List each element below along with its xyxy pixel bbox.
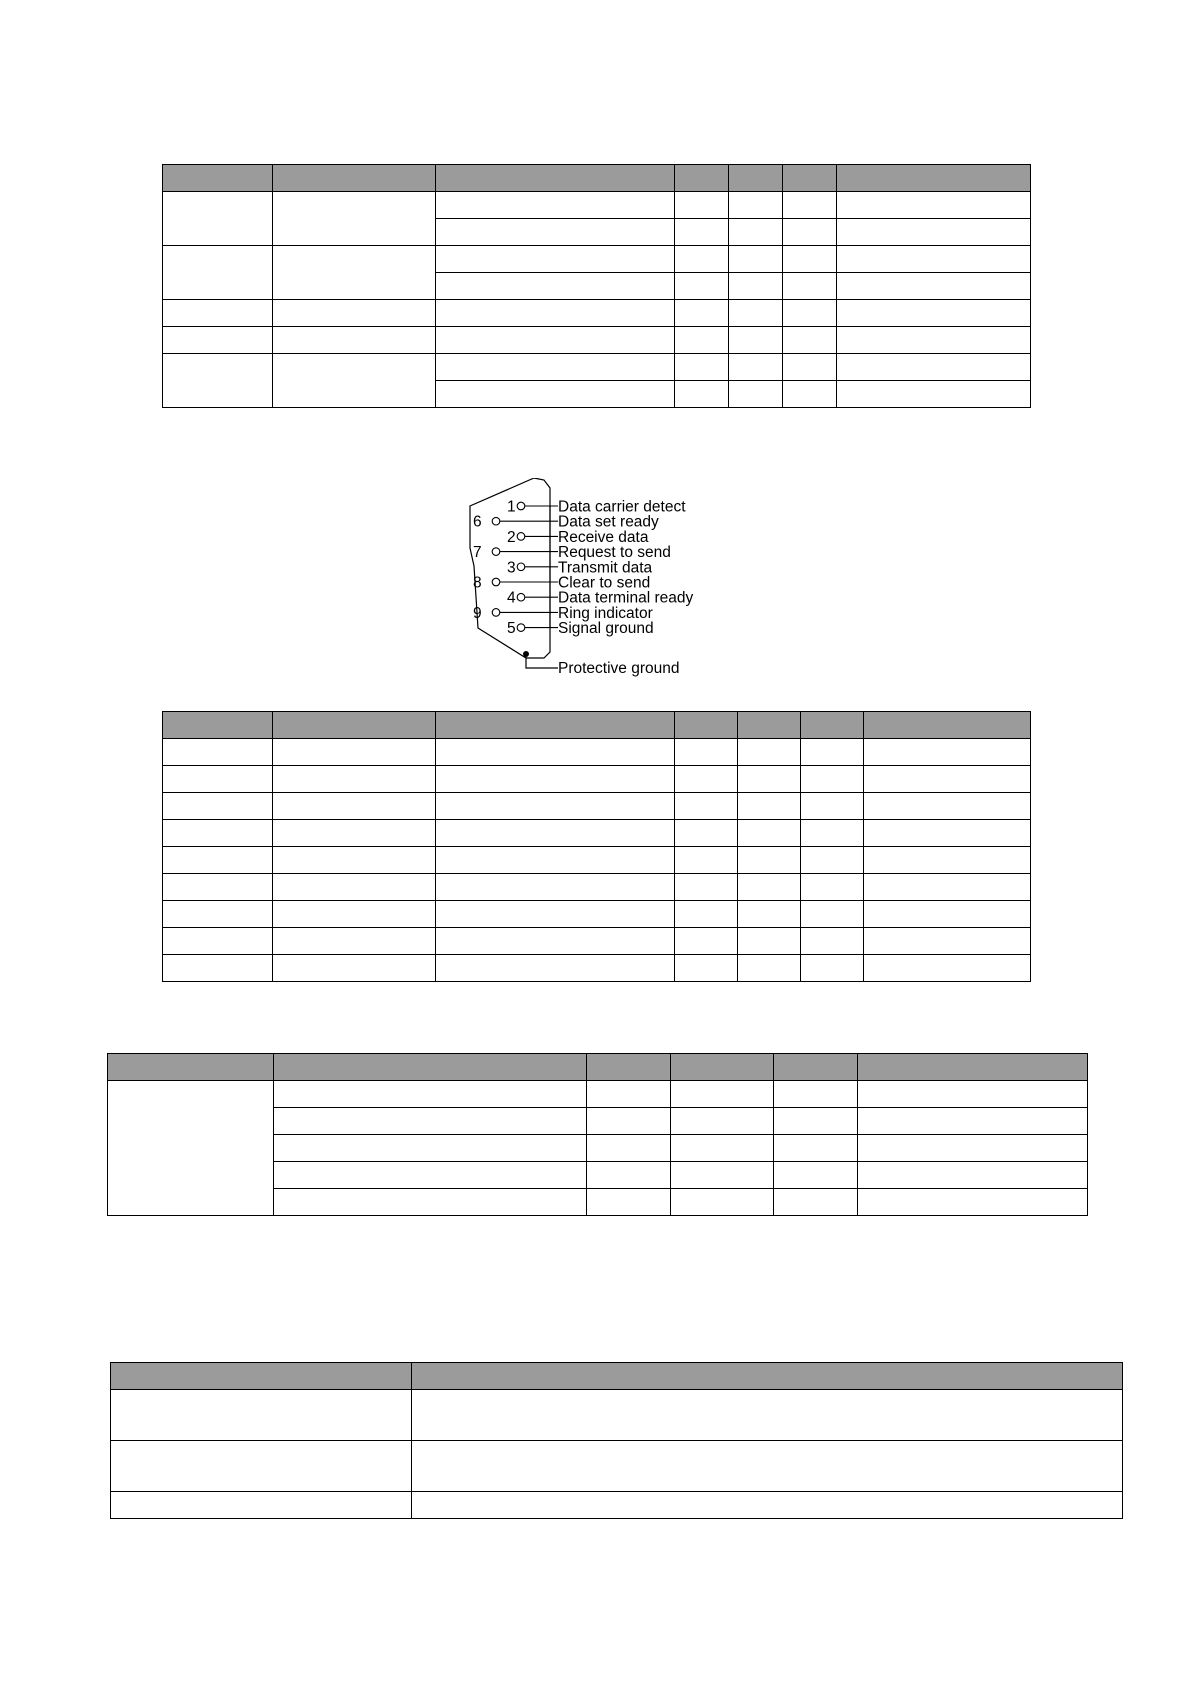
table-row <box>111 1390 1123 1441</box>
pin-number: 7 <box>473 544 482 562</box>
pin-hole <box>517 624 525 632</box>
pin-number: 1 <box>507 498 516 516</box>
table-row <box>163 901 1031 928</box>
table-row <box>163 739 1031 766</box>
table-header-row <box>111 1363 1123 1390</box>
table-row <box>163 766 1031 793</box>
pin-number: 5 <box>507 620 516 638</box>
pin-number: 9 <box>473 604 482 622</box>
table-row <box>163 847 1031 874</box>
table-row <box>163 246 1031 273</box>
description-table <box>110 1362 1123 1519</box>
pin-hole <box>517 533 525 541</box>
pin-hole <box>492 517 500 525</box>
table-header-row <box>163 712 1031 739</box>
pin-label: Clear to send <box>558 574 651 592</box>
table-row <box>163 327 1031 354</box>
table-row <box>163 955 1031 982</box>
pin-hole <box>517 563 525 571</box>
table-row <box>163 192 1031 219</box>
db9-connector-diagram <box>462 478 722 680</box>
ground-label: Protective ground <box>558 660 680 677</box>
pin-hole <box>492 548 500 556</box>
pinout-table <box>162 711 1031 982</box>
pin-label: Receive data <box>558 528 649 546</box>
table-row <box>163 354 1031 381</box>
pin-number: 3 <box>507 559 516 577</box>
table-row <box>163 300 1031 327</box>
pin-number: 4 <box>507 589 516 607</box>
pin-label: Request to send <box>558 544 671 562</box>
table-row <box>111 1492 1123 1519</box>
table-header-row <box>163 165 1031 192</box>
signal-table-1 <box>162 164 1031 408</box>
ground-lead <box>526 654 558 668</box>
pin-hole <box>492 578 500 586</box>
pin-number: 6 <box>473 513 482 531</box>
pin-label: Signal ground <box>558 620 654 638</box>
pin-label: Transmit data <box>558 559 653 577</box>
pin-hole <box>517 593 525 601</box>
pin-number: 8 <box>473 574 482 592</box>
table-row <box>163 928 1031 955</box>
settings-table <box>107 1053 1088 1216</box>
pin-label: Data set ready <box>558 513 659 531</box>
table-row <box>163 874 1031 901</box>
pin-hole <box>492 609 500 617</box>
pin-label: Data terminal ready <box>558 589 694 607</box>
pin-hole <box>517 502 525 510</box>
pin-label: Data carrier detect <box>558 498 686 516</box>
table-row <box>163 820 1031 847</box>
table-header-row <box>108 1054 1088 1081</box>
table-row <box>111 1441 1123 1492</box>
pin-label: Ring indicator <box>558 604 653 622</box>
table-row <box>163 793 1031 820</box>
table-row <box>108 1081 1088 1108</box>
pin-number: 2 <box>507 528 516 546</box>
